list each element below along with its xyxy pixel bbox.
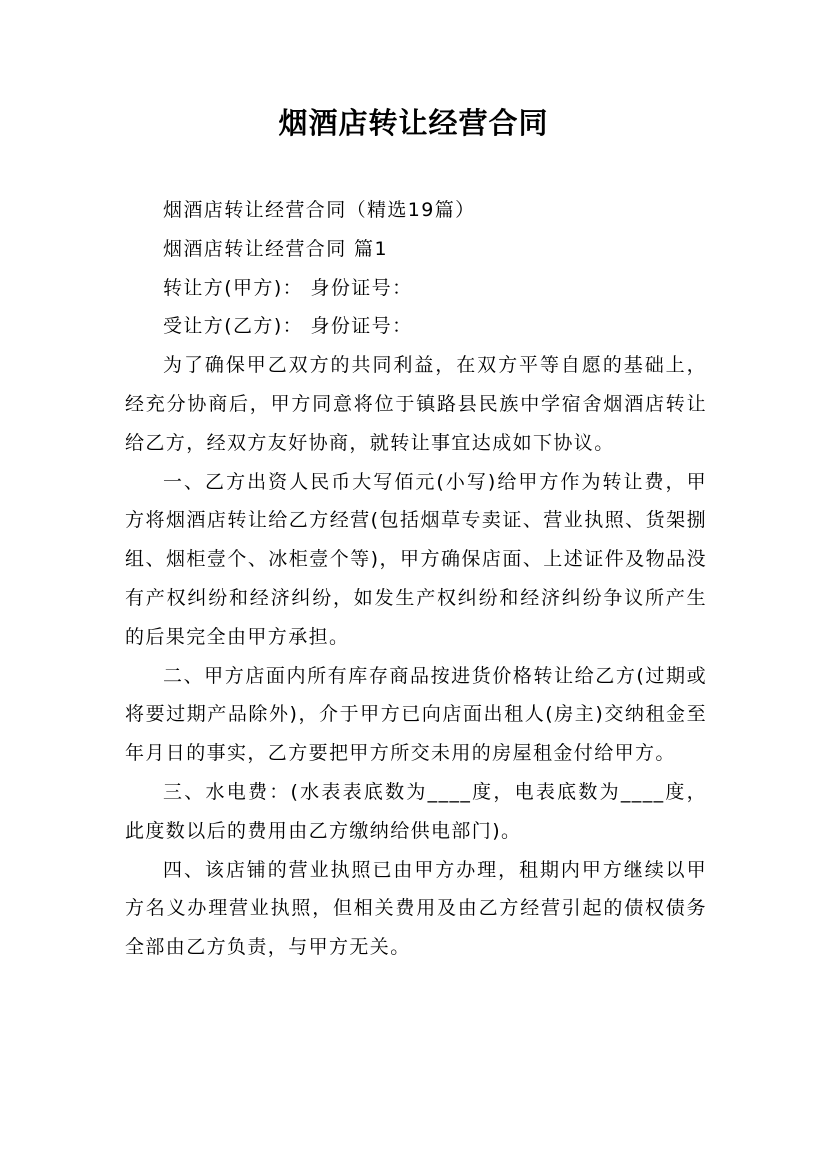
- clause-3-paragraph: 三、水电费：(水表表底数为____度，电表底数为____度，此度数以后的费用由乙方缴纳给供电部门)。: [125, 780, 707, 842]
- clause-2-paragraph: 二、甲方店面内所有库存商品按进货价格转让给乙方(过期或将要过期产品除外)，介于甲方已向店面出租人(房主)交纳租金至年月日的事实，乙方要把甲方所交未用的房屋租金付给甲方。: [125, 664, 707, 765]
- clause-1-paragraph: 一、乙方出资人民币大写佰元(小写)给甲方作为转让费，甲方将烟酒店转让给乙方经营(包括烟草专卖证、营业执照、货架捌组、烟柜壹个、冰柜壹个等)，甲方确保店面、上述证件及物品没有产权纠纷和经济纠纷，如发生产权纠纷和经济纠纷争议所产生的后果完全由甲方承担。: [125, 470, 707, 648]
- clause-4-paragraph: 四、该店铺的营业执照已由甲方办理，租期内甲方继续以甲方名义办理营业执照，但相关费用及由乙方经营引起的债权债务全部由乙方负责，与甲方无关。: [125, 858, 707, 959]
- section-heading: 烟酒店转让经营合同 篇1: [163, 237, 388, 260]
- document-body: [125, 191, 707, 967]
- preamble-paragraph: 为了确保甲乙双方的共同利益，在双方平等自愿的基础上，经充分协商后，甲方同意将位于镇路县民族中学宿舍烟酒店转让给乙方，经双方友好协商，就转让事宜达成如下协议。: [125, 354, 707, 454]
- transferee-line: 受让方(乙方)： 身份证号：: [163, 315, 413, 338]
- document-title: 烟酒店转让经营合同: [278, 106, 549, 140]
- transferor-line: 转让方(甲方)： 身份证号：: [163, 276, 413, 299]
- subtitle-paragraph: 烟酒店转让经营合同（精选19篇）: [163, 199, 476, 221]
